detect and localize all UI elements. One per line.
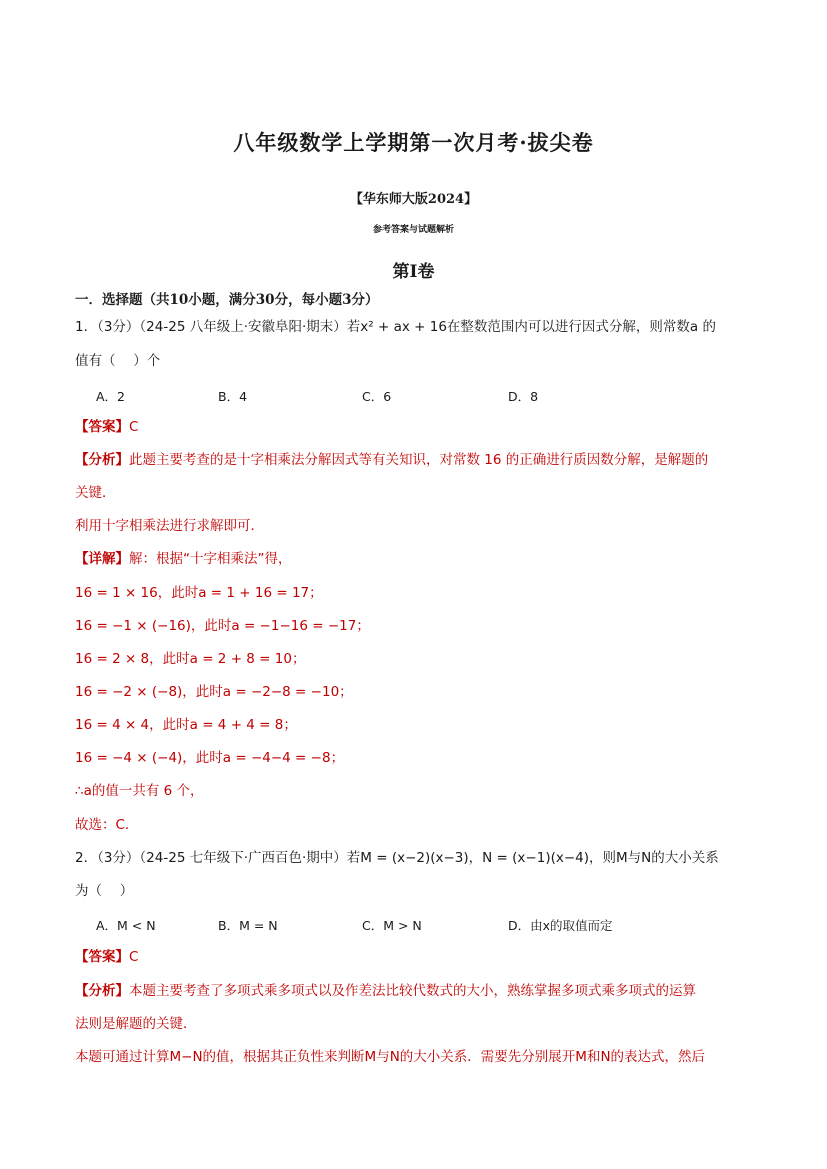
subheading: 参考答案与试题解析 bbox=[372, 225, 454, 235]
q2-analysis-line3: 本题可通过计算M−N的值，根据其正负性来判断M与N的大小关系．需要先分别展开M和N的表达式，然后 bbox=[75, 1049, 706, 1065]
q1-step: 16 = −2 × (−8)，此时a = −2−8 = −10； bbox=[75, 684, 353, 700]
q2-answer bbox=[75, 948, 755, 966]
volume-heading: 第I卷 bbox=[392, 262, 435, 282]
q1-detail-text: 解：根据“十字相乘法”得， bbox=[129, 551, 292, 567]
q1-analysis-line1 bbox=[75, 451, 755, 469]
q2-analysis-tag: 【分析】 bbox=[75, 983, 129, 999]
edition-label: 【华东师大版2024】 bbox=[349, 192, 478, 207]
q1-step: 16 = 4 × 4，此时a = 4 + 4 = 8； bbox=[75, 717, 297, 733]
q1-answer-tag: 【答案】 bbox=[75, 419, 129, 435]
q1-step: 16 = −1 × (−16)，此时a = −1−16 = −17； bbox=[75, 618, 370, 634]
q1-stem-line2: 值有（ ）个 bbox=[75, 353, 161, 369]
q1-analysis-line2: 关键． bbox=[75, 485, 116, 501]
q1-conclusion: ∴a的值一共有 6 个， bbox=[75, 783, 204, 799]
q2-analysis-line1 bbox=[75, 982, 755, 1000]
q2-stem-line2: 为（ ） bbox=[75, 883, 134, 899]
section-heading: 一．选择题（共10小题，满分30分，每小题3分） bbox=[75, 292, 379, 308]
q2-analysis-line2: 法则是解题的关键． bbox=[75, 1016, 197, 1032]
q1-answer bbox=[75, 418, 755, 436]
q1-step: 16 = 2 × 8，此时a = 2 + 8 = 10； bbox=[75, 651, 306, 667]
q1-choice: 故选：C． bbox=[75, 817, 139, 833]
q2-option-b: B．M = N bbox=[218, 918, 278, 933]
q1-analysis-tag: 【分析】 bbox=[75, 452, 129, 468]
q1-stem-line1: 1．（3分）（24-25 八年级上·安徽阜阳·期末）若x² + ax + 16在整数范围内可以进行因式分解，则常数a 的 bbox=[75, 319, 716, 335]
q1-option-d: D．8 bbox=[508, 389, 539, 404]
q1-answer-value: C bbox=[129, 419, 139, 435]
q2-option-d: D．由x的取值而定 bbox=[508, 918, 613, 933]
q2-answer-value: C bbox=[129, 949, 139, 965]
q2-answer-tag: 【答案】 bbox=[75, 949, 129, 965]
page-title: 八年级数学上学期第一次月考·拔尖卷 bbox=[233, 130, 594, 155]
q2-stem-line1: 2．（3分）（24-25 七年级下·广西百色·期中）若M = (x−2)(x−3)，N = (x−1)(x−4)，则M与N的大小关系 bbox=[75, 850, 719, 866]
q1-option-a: A．2 bbox=[96, 389, 126, 404]
q1-detail-intro bbox=[75, 550, 755, 568]
q2-option-c: C．M > N bbox=[362, 918, 422, 933]
q1-step: 16 = −4 × (−4)，此时a = −4−4 = −8； bbox=[75, 750, 345, 766]
q2-option-a: A．M < N bbox=[96, 918, 156, 933]
q1-option-c: C．6 bbox=[362, 389, 392, 404]
q1-step: 16 = 1 × 16，此时a = 1 + 16 = 17； bbox=[75, 585, 323, 601]
q2-analysis-text: 本题主要考查了多项式乘多项式以及作差法比较代数式的大小，熟练掌握多项式乘多项式的运算 bbox=[129, 983, 696, 999]
q1-analysis-text: 此题主要考查的是十字相乘法分解因式等有关知识，对常数 16 的正确进行质因数分解，是解题的 bbox=[129, 452, 709, 468]
q1-analysis-line3: 利用十字相乘法进行求解即可． bbox=[75, 518, 264, 534]
q1-detail-tag: 【详解】 bbox=[75, 551, 129, 567]
q1-option-b: B．4 bbox=[218, 389, 248, 404]
